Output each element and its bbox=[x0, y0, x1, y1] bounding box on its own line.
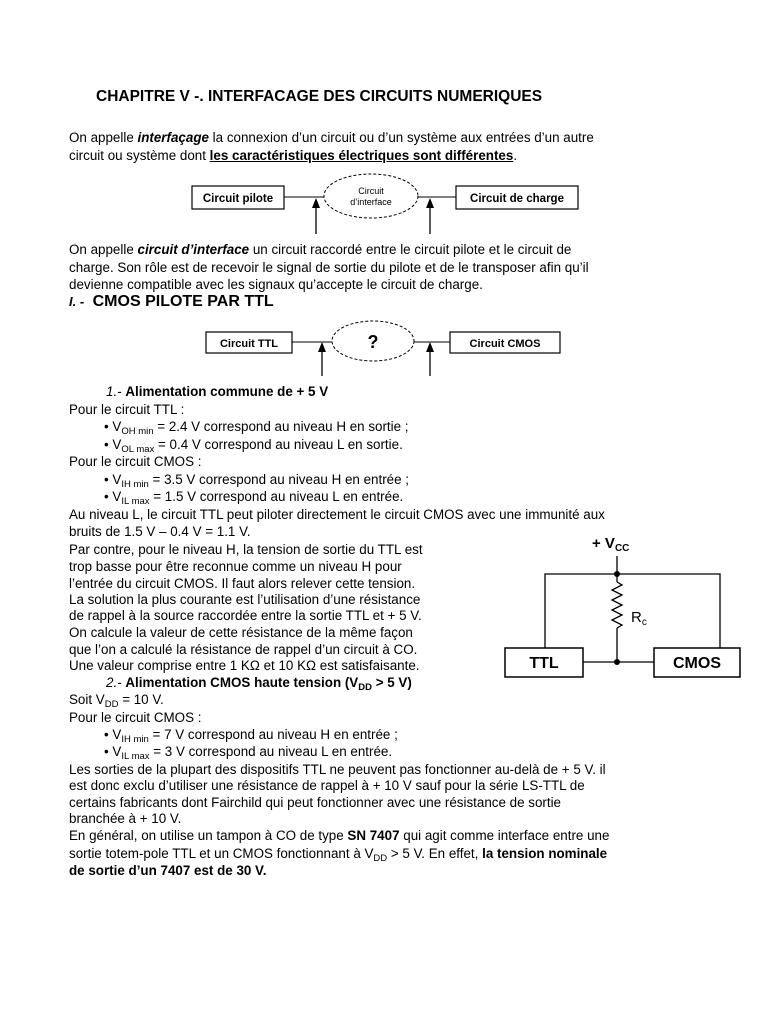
load-label: Circuit de charge bbox=[470, 193, 564, 205]
definition-line-2: charge. Son rôle est de recevoir le signal de sortie du pilote et de le transposer afin qu’il bbox=[69, 260, 589, 275]
para-final-line-1 bbox=[69, 827, 609, 844]
subscript: IL max bbox=[121, 751, 150, 762]
unknown-label: ? bbox=[367, 332, 379, 352]
subsection-title: Alimentation commune de + 5 V bbox=[125, 384, 329, 399]
section-number: I. - bbox=[69, 294, 85, 309]
para-low-line-2: bruits de 1.5 V – 0.4 V = 1.1 V. bbox=[69, 524, 251, 539]
text: = 3 V correspond au niveau L en entrée. bbox=[149, 744, 393, 759]
cmos2-label: Pour le circuit CMOS : bbox=[69, 710, 202, 725]
text: = 7 V correspond au niveau H en entrée ; bbox=[148, 727, 398, 742]
text: En général, on utilise un tampon à CO de type bbox=[69, 828, 348, 843]
text: = 2.4 V correspond au niveau H en sortie ; bbox=[153, 419, 409, 434]
cmos-box-label: Circuit CMOS bbox=[469, 338, 541, 350]
text: circuit ou système dont bbox=[69, 148, 210, 163]
list-item: • $V_{OL max} = 0.4$ V correspond au niveau L en sortie. bbox=[104, 437, 403, 455]
para-high-line: trop basse pour être reconnue comme un niveau H pour bbox=[69, 559, 402, 574]
subscript: OH min bbox=[121, 426, 154, 437]
arrowhead-icon bbox=[312, 198, 320, 208]
interface-label-2: d’interface bbox=[350, 197, 392, 207]
page-title: CHAPITRE V -. INTERFACAGE DES CIRCUITS NUMERIQUES bbox=[96, 88, 543, 105]
para-high-line: que l’on a calculé la résistance de rappel d’un circuit à CO. bbox=[69, 642, 418, 657]
ttl-box-label: Circuit TTL bbox=[219, 338, 279, 350]
text: Soit V bbox=[69, 692, 105, 707]
text: V bbox=[112, 727, 122, 742]
subscript: IH min bbox=[121, 734, 149, 745]
subscript: DD bbox=[373, 853, 388, 864]
emphasis-text: la tension nominale bbox=[482, 846, 608, 861]
text: qui agit comme interface entre une bbox=[399, 828, 610, 843]
interface-ellipse bbox=[324, 174, 418, 218]
vcc-label: + $V_{CC}$ bbox=[592, 535, 630, 554]
ttl-cmos-diagram bbox=[202, 316, 572, 380]
text: V bbox=[112, 437, 122, 452]
subscript: DD bbox=[358, 682, 372, 693]
rc-label: $R_c$ bbox=[631, 609, 647, 628]
text: On appelle bbox=[69, 242, 138, 257]
para-high-line: On calcule la valeur de cette résistance de la même façon bbox=[69, 625, 413, 640]
pilot-label: Circuit pilote bbox=[202, 193, 274, 205]
list-item: • $V_{IL max} = 3$ V correspond au niveau L en entrée. bbox=[104, 744, 393, 762]
term-circuit-interface: circuit d’interface bbox=[137, 242, 250, 257]
text: = 0.4 V correspond au niveau L en sortie. bbox=[154, 437, 403, 452]
term-interfacage: interfaçage bbox=[137, 130, 209, 145]
subscript: IH min bbox=[121, 479, 149, 490]
list-item: • $V_{IH min} = 3.5$ V correspond au niveau H en entrée ; bbox=[104, 472, 409, 490]
list-item: • $V_{IL max} = 1.5$ V correspond au niveau L en entrée. bbox=[104, 489, 404, 507]
text: V bbox=[112, 489, 122, 504]
cmos-label: Pour le circuit CMOS : bbox=[69, 454, 202, 469]
para-high-line: Une valeur comprise entre 1 KΩ et 10 KΩ est satisfaisante. bbox=[69, 658, 420, 673]
text: . bbox=[513, 148, 518, 163]
subsection-number: 1.- bbox=[106, 384, 122, 399]
text: sortie totem-pole TTL et un CMOS fonctionnant à V bbox=[69, 846, 374, 861]
text: V bbox=[112, 419, 122, 434]
section-title: CMOS PILOTE PAR TTL bbox=[92, 293, 274, 310]
ttl-label: Pour le circuit TTL : bbox=[69, 402, 185, 417]
text: = 1.5 V correspond au niveau L en entrée. bbox=[149, 489, 404, 504]
subscript: DD bbox=[104, 699, 119, 710]
text: V bbox=[112, 472, 122, 487]
ttl-block-label: TTL bbox=[529, 655, 559, 672]
list-item: • $V_{OH min} = 2.4$ V correspond au niveau H en sortie ; bbox=[104, 419, 409, 437]
para-high-line: Par contre, pour le niveau H, la tension de sortie du TTL est bbox=[69, 542, 423, 557]
para-ls-line: certains fabricants dont Fairchild qui peut fonctionner avec une résistance de sortie bbox=[69, 795, 562, 810]
arrowhead-icon bbox=[426, 342, 434, 352]
node-dot bbox=[614, 659, 620, 665]
text: la connexion d’un circuit ou d’un système aux entrées d’un autre bbox=[208, 130, 594, 145]
para-high-line: l’entrée du circuit CMOS. Il faut alors relever cette tension. bbox=[69, 576, 416, 591]
list-item: • $V_{IH min} = 7$ V correspond au niveau H en entrée ; bbox=[104, 727, 398, 745]
text: V bbox=[112, 744, 122, 759]
subsection-title: > 5 V) bbox=[371, 675, 412, 690]
text: > 5 V. En effet, bbox=[387, 846, 483, 861]
cmos-block-label: CMOS bbox=[673, 655, 721, 672]
emphasis-text: les caractéristiques électriques sont différentes bbox=[209, 148, 514, 163]
text: = 3.5 V correspond au niveau H en entrée ; bbox=[148, 472, 409, 487]
arrowhead-icon bbox=[318, 342, 326, 352]
resistor-icon bbox=[612, 582, 622, 628]
para-ls-line: branchée à + 10 V. bbox=[69, 811, 182, 826]
para-high-line: de rappel à la source raccordée entre la sortie TTL et + 5 V. bbox=[69, 608, 422, 623]
subscript: IL max bbox=[121, 496, 150, 507]
subsection-title: Alimentation CMOS haute tension (V bbox=[125, 675, 359, 690]
subscript: OL max bbox=[121, 444, 155, 455]
interface-diagram bbox=[188, 170, 588, 240]
para-high-line: La solution la plus courante est l’utilisation d’une résistance bbox=[69, 592, 421, 607]
para-final-line-3: de sortie d’un 7407 est de 30 V. bbox=[69, 863, 267, 878]
section-heading bbox=[69, 293, 274, 311]
text: un circuit raccordé entre le circuit pilote et le circuit de bbox=[249, 242, 572, 257]
para-low-line-1: Au niveau L, le circuit TTL peut piloter directement le circuit CMOS avec une immunité aux bbox=[69, 507, 605, 522]
para-ls-line: est donc exclu d’utiliser une résistance de rappel à + 10 V sauf pour la série LS-TTL de bbox=[69, 778, 585, 793]
interface-label-1: Circuit bbox=[358, 186, 384, 196]
definition-line-3: devienne compatible avec les signaux qu’accepte le circuit de charge. bbox=[69, 277, 483, 292]
intro-line-2 bbox=[69, 147, 517, 164]
subsection-number: 2.- bbox=[106, 675, 122, 690]
text: On appelle bbox=[69, 130, 138, 145]
pullup-circuit bbox=[500, 530, 750, 690]
arrowhead-icon bbox=[426, 198, 434, 208]
text: = 10 V. bbox=[118, 692, 164, 707]
part-number: SN 7407 bbox=[347, 828, 400, 843]
definition-line-1 bbox=[69, 241, 571, 258]
para-ls-line: Les sorties de la plupart des dispositifs TTL ne peuvent pas fonctionner au-delà de + 5 V. il bbox=[69, 762, 606, 777]
subsection-1 bbox=[106, 383, 328, 400]
intro-line-1 bbox=[69, 129, 594, 146]
